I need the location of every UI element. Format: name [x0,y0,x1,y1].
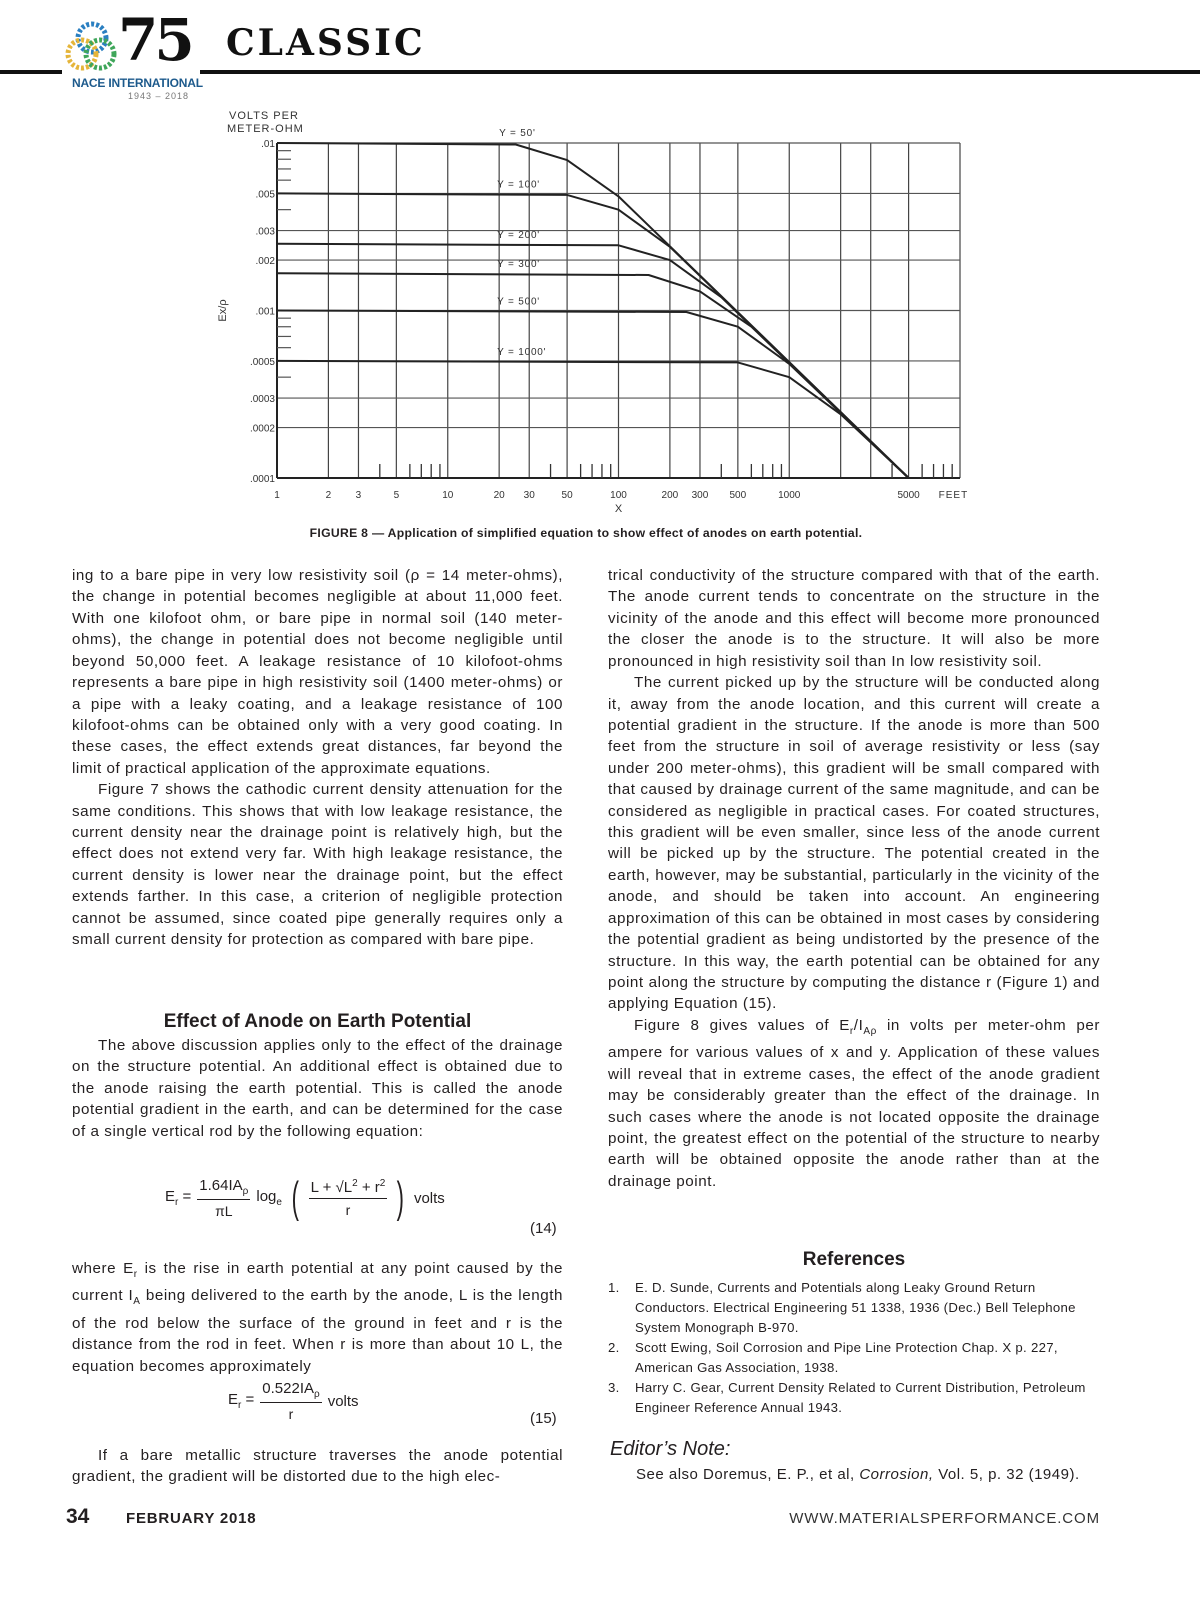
body-paragraph: The current picked up by the structure will be conducted along it, away from the anode location, and this current will create a potential gradient in the structure. If the anode is more than 500 feet from the structure in soil of average resistivity or less (say under 200 meter-ohms), this gradient will be small compared with that caused by drainage current of the same magnitude, and can be considered as negligible in practical cases. For coated structures, this gradient will be even smaller, since less of the anode current will be picked up by the structure. The potential created in the earth, however, may be substantial, particularly in the vicinity of the anode, and should be taken into account. An engineering approximation of this can be obtained in most cases by considering the potential gradient as being undistorted by the presence of the structure. In this way, the earth potential can be obtained for any point along the structure by computing the distance r (Figure 1) and applying Equation (15). [608,674,1100,1013]
y-tick-label: .001 [255,306,275,318]
x-tick-label: 200 [661,490,679,501]
section-heading: Effect of Anode on Earth Potential [163,1011,472,1032]
figure-caption: FIGURE 8 — Application of simplified equation to show effect of anodes on earth potential. [309,526,863,540]
x-tick-label: 30 [523,490,535,501]
header-rule-right [200,70,1200,74]
y-tick-label: .0003 [249,394,275,406]
eq14-fraction: $\frac{1.64IA_\rho}{\pi L}$ [199,1177,249,1219]
series-label: Y = 200' [497,229,541,241]
reference-item: 1. E. D. Sunde, Currents and Potentials along Leaky Ground Return Conductors. Electrical Engineering 51 1338, 1936 (Dec.) Bell Telephone System Monograph B-970. [608,1280,1076,1335]
nace-logo-rings-icon [62,16,122,76]
y-side-label: Ex/ρ [217,299,229,322]
body-paragraph: trical conductivity of the structure compared with that of the earth. The anode current tends to concentrate on the structure in the vicinity of the anode and this effect will become more pronounced the closer the anode is to the structure. It will also be more pronounced in high resistivity soil than In low resistivity soil. [608,567,1100,670]
y-tick-label: .01 [261,139,275,150]
series-label: Y = 1000' [497,346,547,358]
equation-15 [228,1380,359,1422]
x-tick-label: 5000 [897,490,920,501]
x-tick-label: 300 [691,490,709,501]
x-tick-label: 100 [610,490,627,501]
reference-item: 2. Scott Ewing, Soil Corrosion and Pipe Line Protection Chap. X p. 227, American Gas Association, 1938. [608,1340,1058,1375]
body-paragraph: where $E_r$ is the rise in earth potential at any point caused by the current $I_A$ being delivered to the earth by the anode, L is the length of the rod below the surface of the ground in feet and r is the distance from the rod in feet. When r is more than about 10 L, the equation becomes approximately [72,1260,563,1375]
x-tick-label: 500 [729,490,747,501]
x-axis-label: X [614,503,623,515]
y-axis-label-line1: VOLTS PER [229,110,299,122]
y-tick-label: .002 [255,256,275,268]
body-paragraph: If a bare metallic structure traverses the anode potential gradient, the gradient will be distorted due to the high elec- [72,1447,563,1486]
y-axis-label-line2: METER-OHM [227,123,304,135]
issue-date: FEBRUARY 2018 [126,1510,257,1527]
body-paragraph: Figure 8 gives values of $E_r/I_{A\rho}$ in volts per meter-ohm per ampere for various values of x and y. Application of these values will reveal that in extreme cases, the effect of the anode gradient may be considerably greater than the effect of the drainage. In such cases where the anode is not located opposite the drainage point, the greatest effect on the potential of the structure to nearby earth will be obtained opposite the anode rather than at the drainage point. [608,1016,1100,1190]
logo-years: 1943 – 2018 [128,91,190,101]
equation-14: $E_r$ = $\frac{1.64IA_\rho}{\pi L}$ $\log_e$ ( $\frac{L + √L^2 + r^2}{r}$ ) volts [165,1173,445,1222]
page-number: 34 [66,1505,90,1528]
x-tick-label: 20 [493,490,505,501]
y-tick-label: .003 [255,226,275,238]
website-url[interactable]: WWW.MATERIALSPERFORMANCE.COM [789,1510,1100,1527]
right-column-block [608,565,1100,1192]
eq14-lhs: $E_r$ = [165,1188,192,1208]
series-line [277,361,909,478]
left-column-block-1 [72,565,563,951]
x-tick-label: 1000 [778,490,801,501]
editor-note-text: See also Doremus, E. P., et al, Corrosion, Vol. 5, p. 32 (1949). [636,1466,1080,1483]
y-tick-label: .0002 [249,423,275,435]
reference-item: 3. Harry C. Gear, Current Density Related to Current Distribution, Petroleum Engineer Reference Annual 1943. [608,1380,1086,1415]
y-tick-label: .0001 [249,474,275,485]
section-title: CLASSIC [226,22,426,64]
x-tick-label: 3 [355,490,362,501]
x-tick-label: 50 [561,490,573,501]
eq14-unit: volts [413,1189,445,1207]
body-paragraph: Figure 7 shows the cathodic current density attenuation for the same conditions. This shows that with low leakage resistance, the current density near the drainage point is relatively high, but the effect does not extend very far. With high leakage resistance, the current density is lower near the drainage point, but the effect extends farther. In this case, a criterion of negligible protection cannot be assumed, since coated pipe generally requires only a small current density for protection as compared with bare pipe. [72,781,563,949]
body-paragraph: ing to a bare pipe in very low resistivity soil (ρ = 14 meter-ohms), the change in potential becomes negligible at about 11,000 feet. With one kilofoot ohm, or bare pipe in normal soil (140 meter-ohms), the change in potential does not become negligible until beyond 50,000 feet. A leakage resistance of 10 kilofoot-ohms represents a bare pipe in high resistivity soil (1400 meter-ohms) or a pipe with a leaky coating, and a leakage resistance of 100 kilofoot-ohms can be obtained only with a very good coating. In these cases, the effect extends great distances, far beyond the limit of practical application of the approximate equations. [72,567,563,777]
y-tick-label: .005 [255,189,275,201]
equation-number-14: (14) [530,1220,557,1237]
series-line [277,273,909,478]
left-column-block-3 [72,1258,563,1377]
left-column-block-4 [72,1445,563,1488]
left-column-block-2 [72,1035,563,1142]
series-label: Y = 50' [499,128,536,139]
body-paragraph: The above discussion applies only to the effect of the drainage on the structure potential. An additional effect is obtained due to the anode raising the earth potential. This is called the anode potential gradient in the earth, and can be determined for the case of a single vertical rod by the following equation: [72,1037,563,1140]
eq14-log: $\log_e$ [256,1188,282,1208]
series-label: Y = 100' [497,179,541,191]
x-tick-label: 5 [393,490,400,501]
chart-ticks [277,151,952,478]
x-unit-label: FEET [938,490,969,501]
header-rule-left [0,70,62,74]
series-line [277,193,909,478]
eq15-lhs: $E_r$ = [228,1391,255,1411]
eq15-fraction: $\frac{0.522IA_\rho}{r}$ [262,1380,320,1422]
logo-org-name: NACE INTERNATIONAL [72,76,203,90]
equation-number-15: (15) [530,1410,557,1427]
series-label: Y = 300' [497,259,541,271]
series-label: Y = 500' [497,296,541,308]
logo-75: 75 [118,6,191,74]
y-tick-label: .0005 [249,356,275,368]
eq15-unit: volts [327,1392,359,1410]
x-tick-label: 2 [325,490,332,501]
references-list [608,1278,1100,1418]
eq14-inner-fraction: $\frac{L + √L^2 + r^2}{r}$ [310,1178,386,1218]
x-tick-label: 10 [442,490,454,501]
x-tick-label: 1 [274,490,280,501]
editor-note-heading: Editor’s Note: [610,1438,731,1460]
figure-8-chart [0,100,1200,520]
references-heading: References [802,1249,906,1270]
